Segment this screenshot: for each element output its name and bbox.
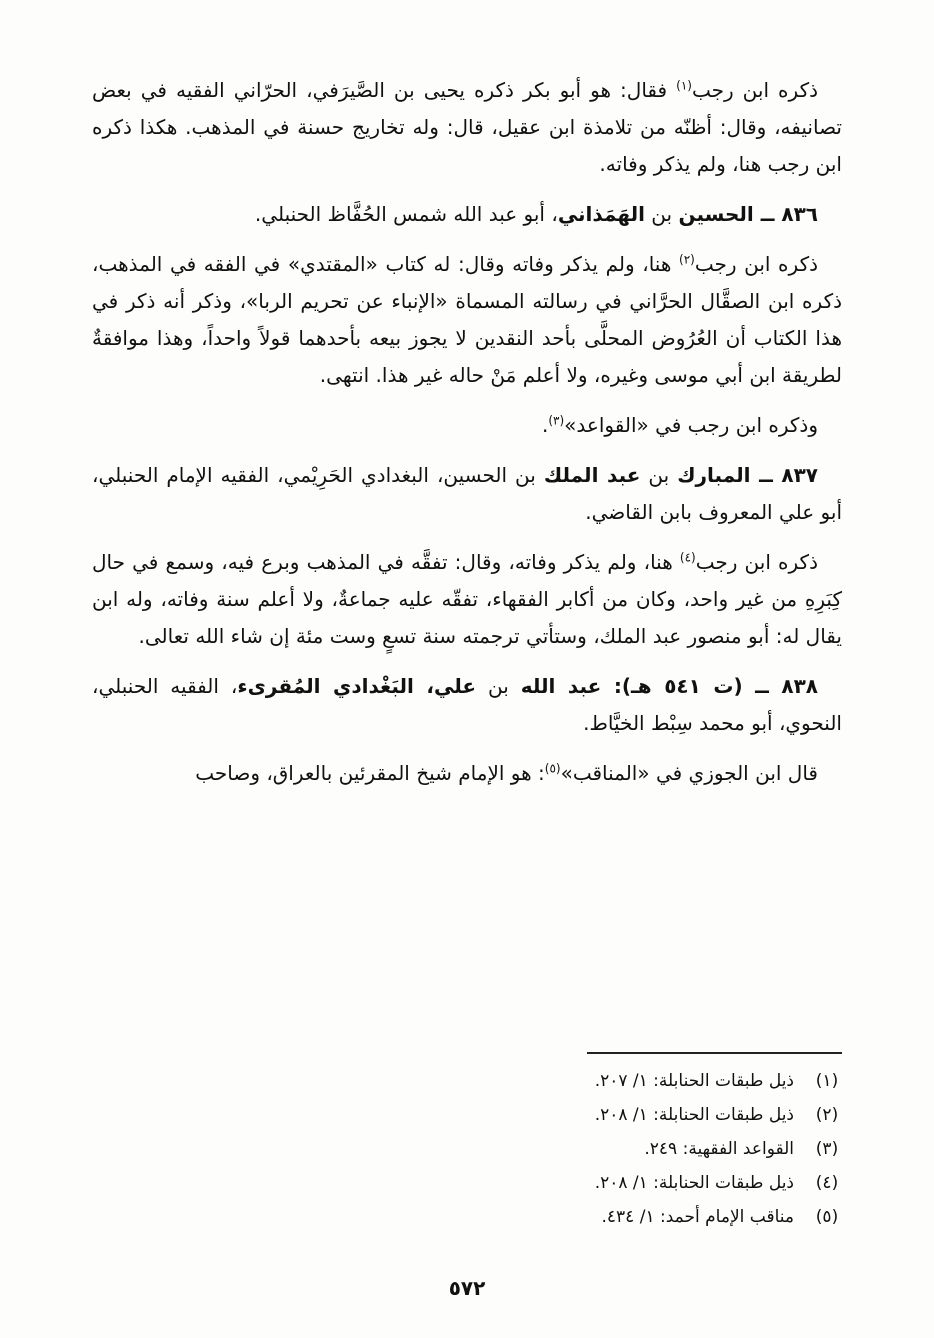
paragraph-text: : هو الإمام شيخ المقرئين بالعراق، وصاحب: [195, 761, 545, 785]
entry-text: بن: [476, 674, 521, 698]
footnote-item: [92, 1098, 842, 1132]
entry-number: ٨٣٨ ــ (ت ٥٤١ هـ):: [613, 674, 818, 698]
paragraph-4: [92, 544, 842, 655]
entry-name-secondary: علي، البَغْدادي المُقرىء: [237, 674, 477, 698]
footnote-item: [92, 1064, 842, 1098]
footnote-number: (٢): [815, 1105, 839, 1125]
paragraph-text: ذكره ابن رجب: [691, 78, 818, 102]
entry-837: [92, 457, 842, 531]
entry-number: ٨٣٦ ــ: [760, 202, 818, 226]
paragraph-2: [92, 246, 842, 394]
paragraph-text: .: [541, 413, 549, 437]
footnote-text: مناقب الإمام أحمد: ١/ ٤٣٤.: [601, 1207, 794, 1227]
footnote-item: [92, 1132, 842, 1166]
entry-text: بن: [640, 463, 678, 487]
entry-text: بن: [644, 202, 679, 226]
footnote-number: (١): [815, 1071, 839, 1091]
paragraph-text: ذكره ابن رجب: [695, 550, 818, 574]
entry-name-secondary: الهَمَذاني: [557, 202, 645, 226]
footnote-ref[interactable]: (٤): [679, 550, 696, 565]
page-number: ٥٧٢: [448, 1276, 486, 1300]
entry-name: المبارك: [677, 463, 760, 487]
entry-text: ، الفقيه الحنبلي، النحوي، أبو محمد سِبْط الخيَّاط.: [92, 674, 842, 735]
paragraph-text: ذكره ابن رجب: [694, 252, 818, 276]
entry-838: [92, 668, 842, 742]
entry-name: الحسين: [678, 202, 761, 226]
footnote-ref[interactable]: (١): [676, 78, 692, 93]
entry-name-secondary: عبد الملك: [543, 463, 641, 487]
footnote-ref[interactable]: (٣): [548, 413, 565, 428]
paragraph-text: قال ابن الجوزي في «المناقب»: [560, 761, 818, 785]
paragraph-text: هنا، ولم يذكر وفاته، وقال: تفقَّه في المذهب وبرع فيه، وسمع في حال كِبَرِهِ من غير واحد، وكان من أكابر الفقهاء، تفقّه عليه جماعةٌ، ولا أعلم سنة وفاته، وله ابن يقال له: أبو منصور عبد الملك، وستأتي ترجمته سنة تسعٍ وست مئة إن شاء الله تعالى.: [92, 550, 842, 648]
footnote-item: [92, 1200, 842, 1234]
footnote-item: [92, 1166, 842, 1200]
footnote-ref[interactable]: (٢): [679, 252, 695, 267]
footnotes: [92, 1064, 842, 1234]
paragraph-text: وذكره ابن رجب في «القواعد»: [564, 413, 818, 437]
entry-number: ٨٣٧ ــ: [759, 463, 819, 487]
entry-text: بن الحسين، البغدادي الحَرِيْمي، الفقيه الإمام الحنبلي، أبو علي المعروف بابن القاضي.: [92, 463, 842, 524]
page-body: [92, 72, 842, 805]
footnote-text: القواعد الفقهية: ٢٤٩.: [644, 1139, 794, 1159]
entry-836: [92, 196, 842, 233]
paragraph-1: [92, 72, 842, 183]
footnote-text: ذيل طبقات الحنابلة: ١/ ٢٠٧.: [594, 1071, 794, 1091]
footnote-number: (٣): [815, 1139, 839, 1159]
paragraph-text: فقال: هو أبو بكر ذكره يحيى بن الصَّيرَفي، الحرّاني الفقيه في بعض تصانيفه، وقال: أظنّه من تلامذة ابن عقيل، قال: وله تخاريج حسنة في المذهب. هكذا ذكره ابن رجب هنا، ولم يذكر وفاته.: [92, 78, 842, 176]
paragraph-5: [92, 755, 842, 792]
footnote-ref[interactable]: (٥): [544, 761, 561, 776]
footnote-divider: [587, 1052, 842, 1054]
paragraph-text: هنا، ولم يذكر وفاته وقال: له كتاب «المقتدي» في الفقه في المذهب، ذكره ابن الصقَّال الحرَّاني في رسالته المسماة «الإنباء عن تحريم الربا»، وذكر أنه ذكر في هذا الكتاب أن العُرُوض المحلَّى بأحد النقدين لا يجوز بيعه بأحدهما قولاً واحداً، وهذا موافقةٌ لطريقة ابن أبي موسى وغيره، ولا أعلم مَنْ حاله غير هذا. انتهى.: [92, 252, 842, 387]
entry-text: ، أبو عبد الله شمس الحُفَّاظ الحنبلي.: [254, 202, 558, 226]
footnote-number: (٥): [815, 1207, 839, 1227]
paragraph-3: [92, 407, 842, 444]
footnote-text: ذيل طبقات الحنابلة: ١/ ٢٠٨.: [594, 1173, 794, 1193]
footnote-number: (٤): [815, 1173, 839, 1193]
entry-name: عبد الله: [520, 674, 614, 698]
footnote-text: ذيل طبقات الحنابلة: ١/ ٢٠٨.: [594, 1105, 794, 1125]
